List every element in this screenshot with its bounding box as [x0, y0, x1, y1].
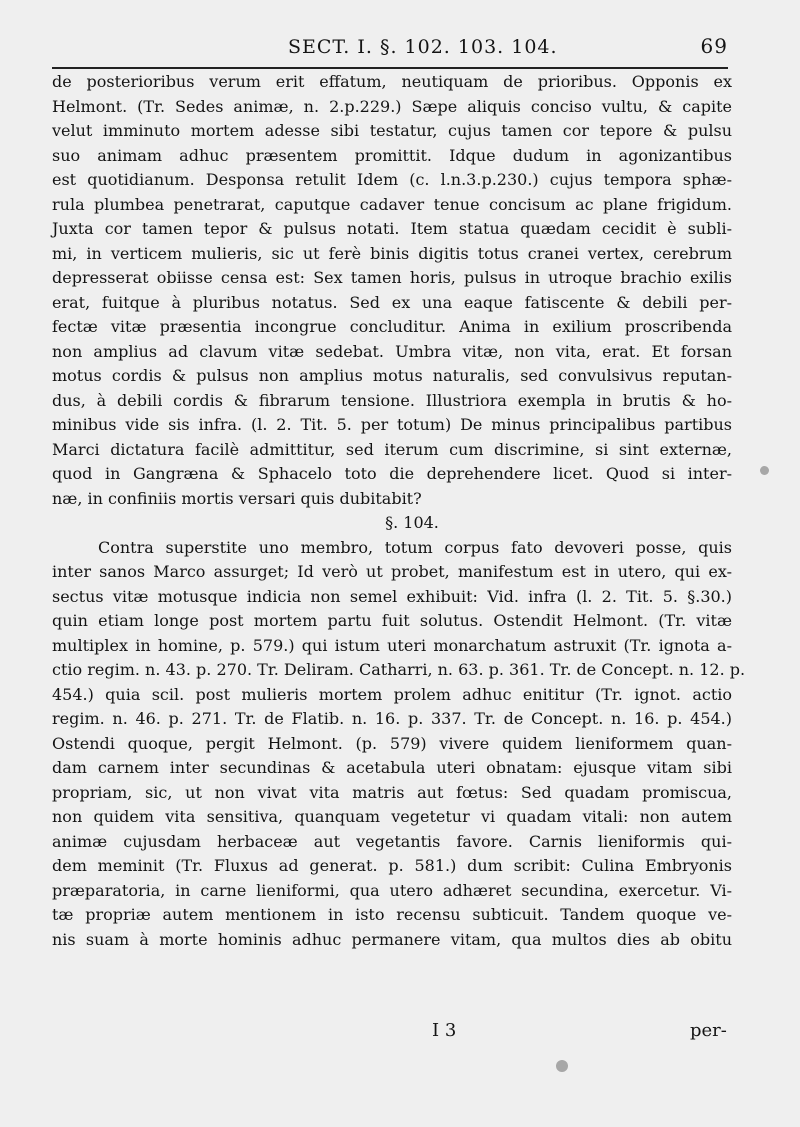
- text-line: præparatoria, in carne lieniformi, qua utero adhæret secundina, exercetur. Vi-: [52, 880, 732, 900]
- text-line: quin etiam longe post mortem partu fuit solutus. Ostendit Helmont. (Tr. vitæ: [52, 611, 732, 630]
- text-line: rula plumbea penetrarat, caputque cadaver tenue concisum ac plane frigidum.: [52, 194, 732, 214]
- text-block-part1: [52, 70, 732, 511]
- text-line: non quidem vita sensitiva, quanquam vegetetur vi quadam vitali: non autem: [52, 807, 732, 826]
- running-title: SECT. I. §. 102. 103. 104.: [288, 36, 558, 58]
- text-line: velut imminuto mortem adesse sibi testatur, cujus tamen cor tepore & pulsu: [52, 121, 732, 140]
- text-line: multiplex in homine, p. 579.) qui istum uteri monarchatum astruxit (Tr. ignota a-: [52, 635, 732, 655]
- section-heading: §. 104.: [385, 513, 439, 532]
- page-number: 69: [700, 34, 728, 58]
- text-line: ctio regim. n. 43. p. 270. Tr. Deliram. Catharri, n. 63. p. 361. Tr. de Concept. n. 12. p.: [52, 660, 746, 679]
- text-line: propriam, sic, ut non vivat vita matris aut fœtus: Sed quadam promiscua,: [52, 782, 732, 802]
- text-line: 454.) quia scil. post mulieris mortem prolem adhuc enititur (Tr. ignot. actio: [52, 684, 732, 704]
- text-line: erat, fuitque à pluribus notatus. Sed ex una eaque fatiscente & debili per-: [52, 292, 732, 312]
- header-rule: [52, 67, 728, 69]
- text-line: dam carnem inter secundinas & acetabula uteri obnatam: ejusque vitam sibi: [52, 758, 732, 777]
- text-line: de posterioribus verum erit effatum, neutiquam de prioribus. Opponis ex: [52, 72, 732, 91]
- page-footer: [0, 1020, 800, 1050]
- text-line: Juxta cor tamen tepor & pulsus notati. Item statua quædam cecidit è subli-: [52, 219, 732, 238]
- page-header: [288, 32, 728, 62]
- text-line: næ, in confiniis mortis versari quis dubitabit?: [52, 488, 422, 508]
- signature-mark: I 3: [432, 1020, 457, 1041]
- text-line: dus, à debili cordis & fibrarum tensione. Illustriora exempla in brutis & ho-: [52, 390, 732, 410]
- text-line: mi, in verticem mulieris, sic ut ferè binis digitis totus cranei vertex, cerebrum: [52, 243, 732, 263]
- text-line: est quotidianum. Desponsa retulit Idem (c. l.n.3.p.230.) cujus tempora sphæ-: [52, 170, 732, 189]
- text-line: suo animam adhuc præsentem promittit. Idque dudum in agonizantibus: [52, 145, 732, 165]
- text-line: Marci dictatura facilè admittitur, sed iterum cum discrimine, si sint externæ,: [52, 439, 732, 459]
- text-line: motus cordis & pulsus non amplius motus naturalis, sed convulsivus reputan-: [52, 366, 732, 385]
- text-line: dem meminit (Tr. Fluxus ad generat. p. 581.) dum scribit: Culina Embryonis: [52, 856, 732, 875]
- page-body: [52, 70, 746, 952]
- text-line: fectæ vitæ præsentia incongrue concluditur. Anima in exilium proscribenda: [52, 317, 732, 336]
- text-line: minibus vide sis infra. (l. 2. Tit. 5. per totum) De minus principalibus partibus: [52, 415, 732, 434]
- text-line: nis suam à morte hominis adhuc permanere vitam, qua multos dies ab obitu: [52, 929, 732, 949]
- text-line: Helmont. (Tr. Sedes animæ, n. 2.p.229.) Sæpe aliquis conciso vultu, & capite: [52, 96, 732, 116]
- text-line: depresserat obiisse censa est: Sex tamen horis, pulsus in utroque brachio exilis: [52, 268, 732, 287]
- text-line: Contra superstite uno membro, totum corpus fato devoveri posse, quis: [98, 537, 732, 557]
- text-line: Ostendi quoque, pergit Helmont. (p. 579) vivere quidem lieniformem quan-: [52, 733, 732, 753]
- text-line: quod in Gangræna & Sphacelo toto die deprehendere licet. Quod si inter-: [52, 464, 732, 483]
- text-line: tæ propriæ autem mentionem in isto recensu subticuit. Tandem quoque ve-: [52, 905, 732, 924]
- ink-smudge: [556, 1060, 568, 1072]
- ink-smudge: [760, 466, 769, 475]
- text-line: inter sanos Marco assurget; Id verò ut probet, manifestum est in utero, qui ex-: [52, 562, 732, 581]
- text-line: animæ cujusdam herbaceæ aut vegetantis favore. Carnis lieniformis qui-: [52, 831, 732, 851]
- text-line: non amplius ad clavum vitæ sedebat. Umbra vitæ, non vita, erat. Et forsan: [52, 341, 732, 361]
- catchword: per-: [690, 1020, 727, 1041]
- text-block-part2: [52, 536, 746, 953]
- text-line: sectus vitæ motusque indicia non semel exhibuit: Vid. infra (l. 2. Tit. 5. §.30.): [52, 586, 732, 606]
- text-line: regim. n. 46. p. 271. Tr. de Flatib. n. 16. p. 337. Tr. de Concept. n. 16. p. 454.): [52, 709, 732, 728]
